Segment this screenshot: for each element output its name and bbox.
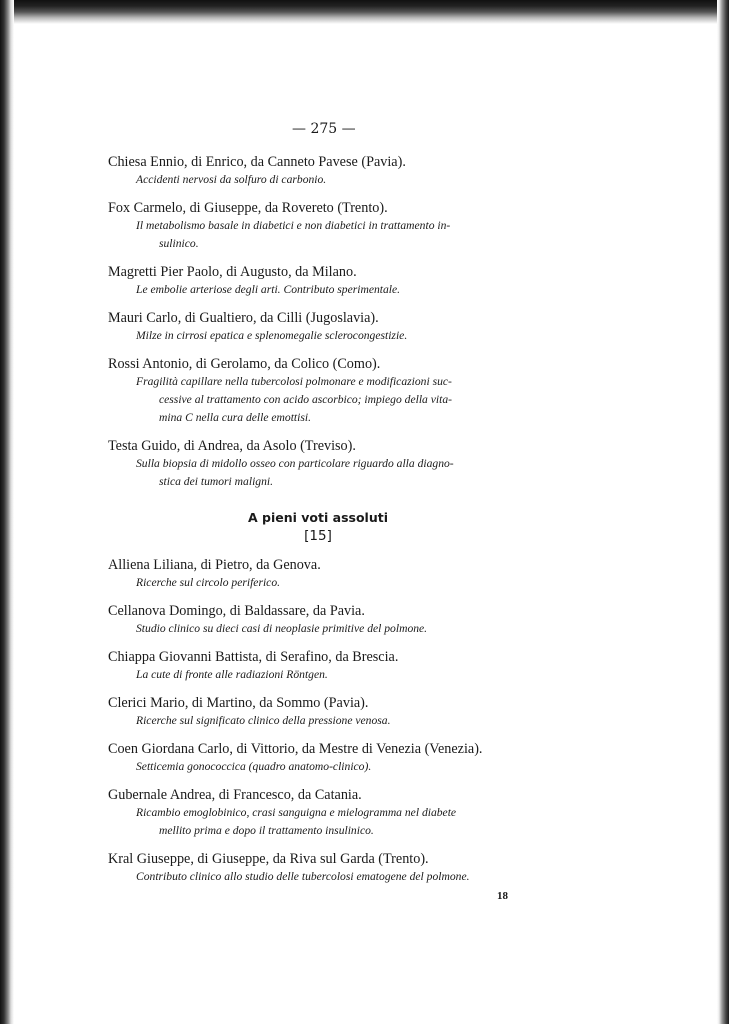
scan-border-right xyxy=(717,0,729,1024)
list-item xyxy=(108,556,540,592)
entry-name: Clerici Mario, di Martino, da Sommo (Pavia). xyxy=(108,695,369,711)
entry-name: Mauri Carlo, di Gualtiero, da Cilli (Jugoslavia). xyxy=(108,310,379,326)
list-item xyxy=(108,309,540,345)
list-item xyxy=(108,786,540,840)
list-item xyxy=(108,648,540,684)
entry-name: Gubernale Andrea, di Francesco, da Catania. xyxy=(108,787,362,803)
entry-title-line: sulinico. xyxy=(159,237,199,250)
entry-name: Chiesa Ennio, di Enrico, da Canneto Pavese (Pavia). xyxy=(108,154,406,170)
entry-name: Coen Giordana Carlo, di Vittorio, da Mestre di Venezia (Venezia). xyxy=(108,741,483,757)
entry-title: Studio clinico su dieci casi di neoplasie primitive del polmone. xyxy=(136,622,428,635)
entry-name: Fox Carmelo, di Giuseppe, da Rovereto (Trento). xyxy=(108,200,388,216)
entry-title xyxy=(108,373,540,427)
entry-name: Rossi Antonio, di Gerolamo, da Colico (Como). xyxy=(108,356,381,372)
entry-name: Kral Giuseppe, di Giuseppe, da Riva sul Garda (Trento). xyxy=(108,851,429,867)
entry-name: Testa Guido, di Andrea, da Asolo (Treviso). xyxy=(108,438,356,454)
entry-title: Milze in cirrosi epatica e splenomegalie sclerocongestizie. xyxy=(136,329,408,342)
entry-title xyxy=(108,217,540,253)
entry-title-line: Fragilità capillare nella tubercolosi polmonare e modificazioni suc- xyxy=(136,375,452,388)
entry-title: Accidenti nervosi da solfuro di carbonio. xyxy=(136,173,327,186)
list-item xyxy=(108,740,540,776)
scan-border-top xyxy=(0,0,729,24)
scan-border-left xyxy=(0,0,14,1024)
list-item xyxy=(108,437,540,491)
entry-title-line: Ricambio emoglobinico, crasi sanguigna e mielogramma nel diabete xyxy=(136,806,457,819)
entry-title: Ricerche sul significato clinico della pressione venosa. xyxy=(136,714,391,727)
entry-name: Magretti Pier Paolo, di Augusto, da Milano. xyxy=(108,264,357,280)
entry-name: Chiappa Giovanni Battista, di Serafino, da Brescia. xyxy=(108,649,399,665)
entry-title-line: cessive al trattamento con acido ascorbico; impiego della vita- xyxy=(159,393,452,406)
entry-title-line: stica dei tumori maligni. xyxy=(159,475,274,488)
entry-title: La cute di fronte alle radiazioni Röntgen. xyxy=(136,668,328,681)
entry-title-line: mina C nella cura delle emottisi. xyxy=(159,411,311,424)
entry-title-line: mellito prima e dopo il trattamento insulinico. xyxy=(159,824,374,837)
entry-list-one xyxy=(108,153,540,491)
entry-title-line: Sulla biopsia di midollo osseo con particolare riguardo alla diagno- xyxy=(136,457,454,470)
entry-name: Alliena Liliana, di Pietro, da Genova. xyxy=(108,557,321,573)
entry-title: Contributo clinico allo studio delle tubercolosi ematogene del polmone. xyxy=(136,870,470,883)
entry-title: Le embolie arteriose degli arti. Contributo sperimentale. xyxy=(136,283,401,296)
entry-title xyxy=(108,804,540,840)
list-item xyxy=(108,355,540,427)
list-item xyxy=(108,199,540,253)
list-item xyxy=(108,263,540,299)
section-count: [15] xyxy=(304,528,332,544)
list-item xyxy=(108,694,540,730)
entry-name: Cellanova Domingo, di Baldassare, da Pavia. xyxy=(108,603,365,619)
entry-title: Ricerche sul circolo periferico. xyxy=(136,576,281,589)
entry-title xyxy=(108,455,540,491)
signature-number: 18 xyxy=(497,890,508,902)
entry-title: Setticemia gonococcica (quadro anatomo-clinico). xyxy=(136,760,372,773)
entry-list-two xyxy=(108,556,540,886)
entry-title-line: Il metabolismo basale in diabetici e non diabetici in trattamento in- xyxy=(136,219,451,232)
list-item xyxy=(108,850,540,886)
page-number: — 275 — xyxy=(292,121,356,137)
list-item xyxy=(108,602,540,638)
section-heading: A pieni voti assoluti xyxy=(248,510,388,525)
list-item xyxy=(108,153,540,189)
